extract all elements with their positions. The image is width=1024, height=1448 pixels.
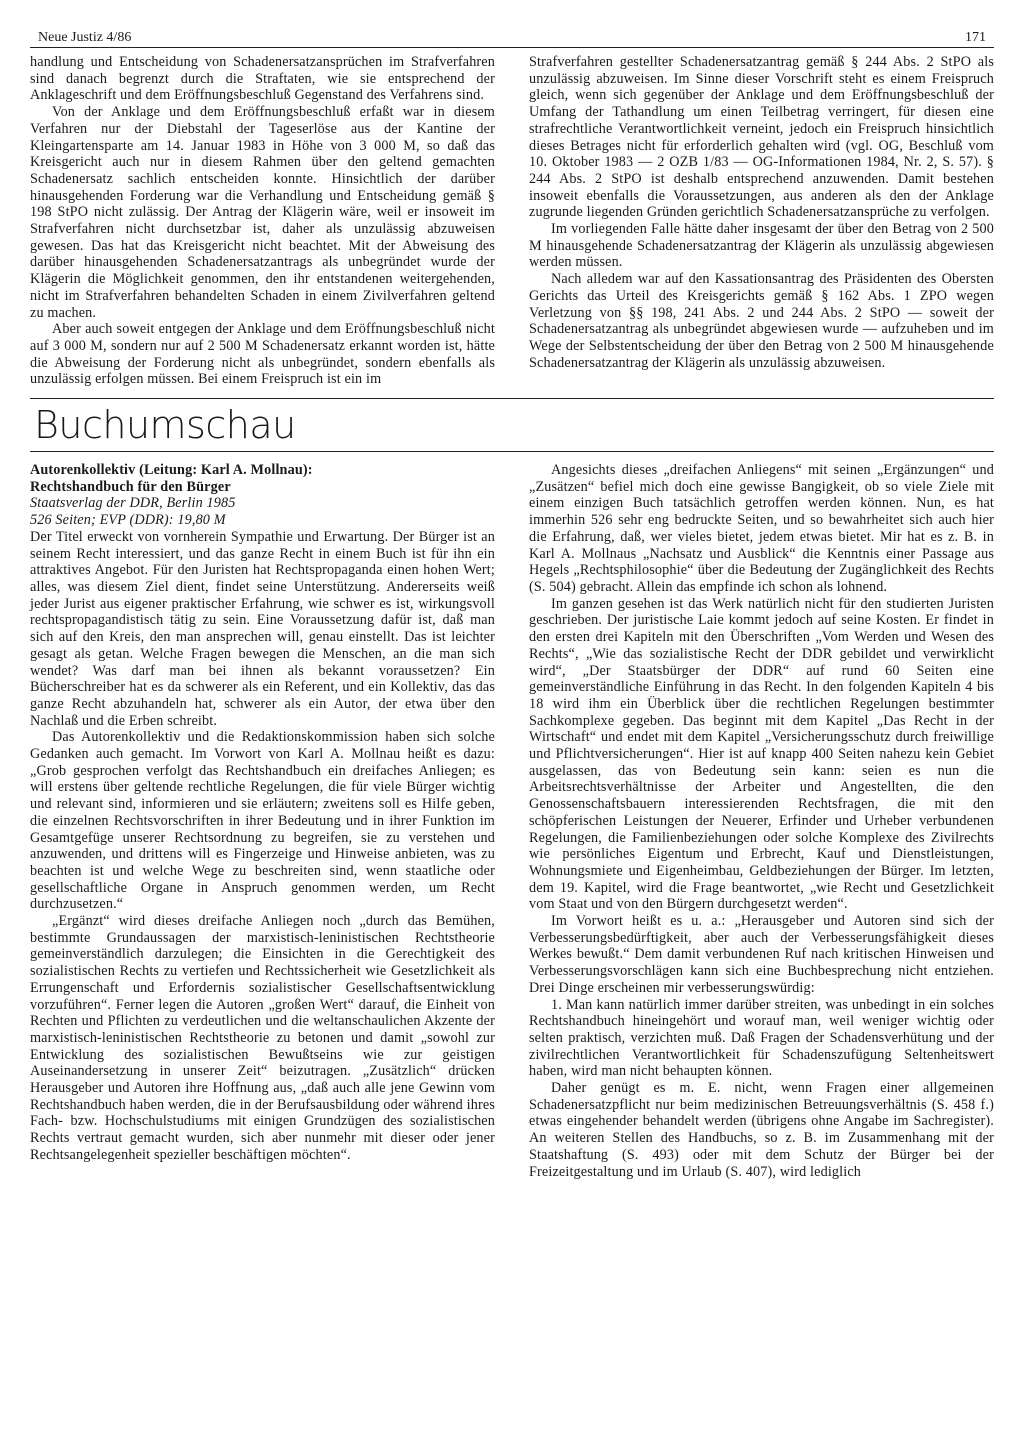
paragraph: handlung und Entscheidung von Schadenersatzansprüchen im Strafverfahren sind danach begrenzt durch die Straftaten, wie sie entsprechend der Anklageschrift und dem Eröffnungsbeschluß Gegenstand des Verfahrens sind. xyxy=(30,54,495,104)
top-left-column xyxy=(30,54,495,388)
running-head xyxy=(30,26,994,48)
review-right-column xyxy=(529,462,994,1180)
paragraph: Strafverfahren gestellter Schadenersatzantrag gemäß § 244 Abs. 2 StPO als unzulässig abzuweisen. Im Sinne dieser Vorschrift steht es einem Freispruch gleich, wenn sich gegenüber der Anklage und dem Eröffnungsbeschluß der Umfang der Tathandlung um einen Teilbetrag verringert, für diesen eine strafrechtliche Verantwortlichkeit verneint, jedoch ein Freispruch hinsichtlich dieses Betrages nicht für erforderlich gehalten wird (vgl. OG, Beschluß vom 10. Oktober 1983 — 2 OZB 1/83 — OG-Informationen 1984, Nr. 2, S. 57). § 244 Abs. 2 StPO ist deshalb entsprechend anzuwenden. Damit bestehen insoweit ebenfalls die Voraussetzungen, aus anderen als den der Anklage zugrunde liegenden Gründen gerichtlich Schadenersatzansprüche zu verfolgen. xyxy=(529,54,994,221)
paragraph: Im Vorwort heißt es u. a.: „Herausgeber und Autoren sind sich der Verbesserungsbedürftigkeit, aber auch der Verbesserungsfähigkeit dieses Werkes bewußt.“ Dem damit verbundenen Ruf nach kritischen Hinweisen und Verbesserungsvorschlägen kann sich eine Buchbesprechung nicht entziehen. Drei Dinge erscheinen mir verbesserungswürdig: xyxy=(529,913,994,996)
section-divider xyxy=(30,451,994,452)
top-columns xyxy=(30,54,994,388)
page-number: 171 xyxy=(965,30,986,45)
paragraph: Aber auch soweit entgegen der Anklage und dem Eröffnungsbeschluß nicht auf 3 000 M, sondern nur auf 2 500 M Schadenersatz erkannt worden ist, hätte die Abweisung der Forderung nicht als unbegründet, sondern ebenfalls als unzulässig erfolgen müssen. Bei einem Freispruch ist ein im xyxy=(30,321,495,388)
paragraph: Von der Anklage und dem Eröffnungsbeschluß erfaßt war in diesem Verfahren nur der Diebstahl der Tageserlöse aus der Kantine der Kleingartensparte am 14. Januar 1983 in Höhe von 3 000 M, so daß das Kreisgericht auch nur in diesem Rahmen über den geltend gemachten Schadenersatz sachlich entscheiden konnte. Hinsichtlich der darüber hinausgehenden Forderung war die Verhandlung und Entscheidung gemäß § 198 StPO nicht zulässig. Der Antrag der Klägerin wäre, weil er insoweit im Strafverfahren nicht durchsetzbar ist, daher als unzulässig abzuweisen gewesen. Das hat das Kreisgericht nicht beachtet. Mit der Abweisung des darüber hinausgehenden Schadenersatzantrags als unbegründet wurde der Klägerin die Möglichkeit genommen, den ihr entstandenen weitergehenden, nicht im Strafverfahren behandelten Schaden in einem Zivilverfahren geltend zu machen. xyxy=(30,104,495,321)
paragraph: Im ganzen gesehen ist das Werk natürlich nicht für den studierten Juristen geschrieben. Der juristische Laie kommt jedoch auf seine Kosten. Er findet in den ersten drei Kapiteln mit den Überschriften „Vom Werden und Wesen des Rechts“, „Wie das sozialistische Recht der DDR gebildet und verwirklicht wird“, „Der Staatsbürger der DDR“ auf rund 60 Seiten eine gemeinverständliche Einführung in das Recht. In den folgenden Kapiteln 4 bis 18 wird ihm ein Überblick über die rechtlichen Regelungen bestimmter Sachkomplexe gegeben. Das beginnt mit dem Kapitel „Das Recht in der Wirtschaft“ und endet mit dem Kapitel „Versicherungsschutz durch freiwillige und Pflichtversicherungen“. Hier ist auf knapp 400 Seiten nahezu kein Gebiet ausgelassen, das von Bedeutung sein kann: seien es nun die Arbeitsrechtsverhältnisse der Arbeiter und Angestellten, die den Genossenschaftsbauern interessierenden Rechtsfragen, die mit den schöpferischen Leistungen der Neuerer, Erfinder und Urheber verbundenen Regelungen, die Familienbeziehungen oder solche Komplexe des Zivilrechts wie persönliches Eigentum und Erbrecht, Kauf und Dienstleistungen, Wohnungsmiete und Eigenheimbau, Geldbeziehungen der Bürger. Im letzten, dem 19. Kapitel, wird die Frage beantwortet, „wie Recht und Gesetzlichkeit vom Staat und von den Bürgern durchgesetzt werden“. xyxy=(529,595,994,913)
review-left-column xyxy=(30,462,495,1180)
paragraph: Nach alledem war auf den Kassationsantrag des Präsidenten des Obersten Gerichts das Urteil des Kreisgerichts gemäß § 162 Abs. 1 ZPO wegen Verletzung von §§ 198, 241 Abs. 2 und 244 Abs. 2 StPO — soweit der Schadenersatzantrag als unbegründet abgewiesen wurde — aufzuheben und im Wege der Selbstentscheidung der über den Betrag von 2 500 M hinausgehende Schadenersatzantrag der Klägerin als unzulässig abzuweisen. xyxy=(529,271,994,371)
journal-page xyxy=(30,26,994,1180)
paragraph: Das Autorenkollektiv und die Redaktionskommission haben sich solche Gedanken auch gemacht. Im Vorwort von Karl A. Mollnau heißt es dazu: „Grob gesprochen verfolgt das Rechtshandbuch ein dreifaches Anliegen; es will erstens über geltende rechtliche Regelungen, die für viele Bürger wichtig und relevant sind, informieren und sie erläutern; zweitens soll es Hilfe geben, die einzelnen Rechtsvorschriften in ihrer Bedeutung und in ihrer Funktion im Gesamtgefüge unserer Rechtsordnung zu begreifen, sie zu verstehen und anzuwenden, und drittens will es Fingerzeige und Hinweise anbieten, was zu beachten ist und welche Wege zu beschreiten sind, wenn staatliche oder gesellschaftliche Organe in Anspruch genommen werden, um Recht durchzusetzen.“ xyxy=(30,729,495,913)
paragraph: Der Titel erweckt von vornherein Sympathie und Erwartung. Der Bürger ist an seinem Recht interessiert, und das ganze Recht in einem Buch ist für ihn ein attraktives Angebot. Für den Juristen hat Rechtspropaganda einen hohen Wert; alles, was diesem Ziel dient, findet seine Unterstützung. Andererseits weiß jeder Jurist aus eigener praktischer Erfahrung, wie schwer es ist, wirkungsvoll rechtspropagandistisch tätig zu sein. Eine Voraussetzung dafür ist, daß man sich auf den Kreis, den man ansprechen will, genau einstellt. Das ist leichter gesagt als getan. Welche Fragen bewegen die Menschen, an die man sich wendet? Was darf man bei ihnen als bekannt voraussetzen? Ein Bücherschreiber hat es da schwerer als ein Referent, und ein Kollektiv, das das ganze Recht abzuhandeln hat, schwerer als ein Autor, der etwa über den Nachlaß und die Erben schreibt. xyxy=(30,528,495,729)
paragraph: 1. Man kann natürlich immer darüber streiten, was unbedingt in ein solches Rechtshandbuch hineingehört und worauf man, weil weniger wichtig oder selten praktisch, verzichten muß. Daß Fragen der Schadensverhütung und der zivilrechtlichen Verantwortlichkeit für Schadenszufügung Seltenheitswert haben, wird man nicht behaupten können. xyxy=(529,996,994,1080)
paragraph: „Ergänzt“ wird dieses dreifache Anliegen noch „durch das Bemühen, bestimmte Grundaussagen der marxistisch-leninistischen Rechtstheorie gemeinverständlich darzulegen; die Einsichten in die Gerechtigkeit des sozialistischen Rechts zu vertiefen und Rechtssicherheit wie Gesetzlichkeit als Errungenschaft und Erfordernis sozialistischer Gesellschaftsentwicklung vorzuführen“. Ferner legen die Autoren „großen Wert“ darauf, die Einheit von Rechten und Pflichten zu verdeutlichen und die weltanschaulichen Akzente der marxistisch-leninistischen Rechtstheorie zu betonen und damit „sowohl zur Entwicklung des sozialistischen Bewußtseins wie zur geistigen Auseinandersetzung in unserer Zeit“ beizutragen. „Zusätzlich“ drücken Herausgeber und Autoren ihre Hoffnung aus, „daß auch alle jene Gewinn vom Rechtshandbuch haben werden, die in der Berufsausbildung oder während ihres Fach- bzw. Hochschulstudiums mit einigen Grundzügen des sozialistischen Rechts vertraut gemacht wurden, sich aber nunmehr mit dieser oder jener Rechtsangelegenheit spezieller beschäftigen möchten“. xyxy=(30,913,495,1163)
book-publisher: Staatsverlag der DDR, Berlin 1985 xyxy=(30,495,236,512)
paragraph: Daher genügt es m. E. nicht, wenn Fragen einer allgemeinen Schadenersatzpflicht nur beim medizinischen Betreuungsverhältnis (S. 458 f.) etwas eingehender behandelt werden (übrigens ohne Angabe im Sachregister). An weiteren Stellen des Handbuchs, so z. B. im Zusammenhang mit der Staatshaftung (S. 493) oder mit dem Schutz der Bürger bei der Freizeitgestaltung und im Urlaub (S. 407), wird lediglich xyxy=(529,1080,994,1180)
paragraph: Im vorliegenden Falle hätte daher insgesamt der über den Betrag von 2 500 M hinausgehende Schadenersatzantrag der Klägerin als unzulässig abgewiesen werden müssen. xyxy=(529,221,994,271)
journal-issue: Neue Justiz 4/86 xyxy=(38,30,132,45)
section-title: Buchumschau xyxy=(34,403,296,448)
review-columns xyxy=(30,462,994,1180)
book-meta: 526 Seiten; EVP (DDR): 19,80 M xyxy=(30,512,226,529)
book-title: Rechtshandbuch für den Bürger xyxy=(30,478,231,495)
paragraph: Angesichts dieses „dreifachen Anliegens“ mit seinen „Ergänzungen“ und „Zusätzen“ befiel mich doch eine gewisse Bangigkeit, ob so viele Ziele mit einem einzigen Buch tatsächlich getroffen werden können. Nun, es hat immerhin 526 sehr eng bedruckte Seiten, und so bewahrheitet sich auch hier die Erfahrung, daß, wer vieles bietet, jedem etwas bietet. Mir hat es z. B. in Karl A. Mollnaus „Nachsatz und Ausblick“ die Kenntnis einer Passage aus Hegels „Rechtsphilosophie“ über die Bedeutung der Zugänglichkeit des Rechts (S. 504) gebracht. Allein das empfinde ich schon als lohnend. xyxy=(529,462,994,595)
book-author: Autorenkollektiv (Leitung: Karl A. Mollnau): xyxy=(30,462,313,479)
top-right-column xyxy=(529,54,994,388)
